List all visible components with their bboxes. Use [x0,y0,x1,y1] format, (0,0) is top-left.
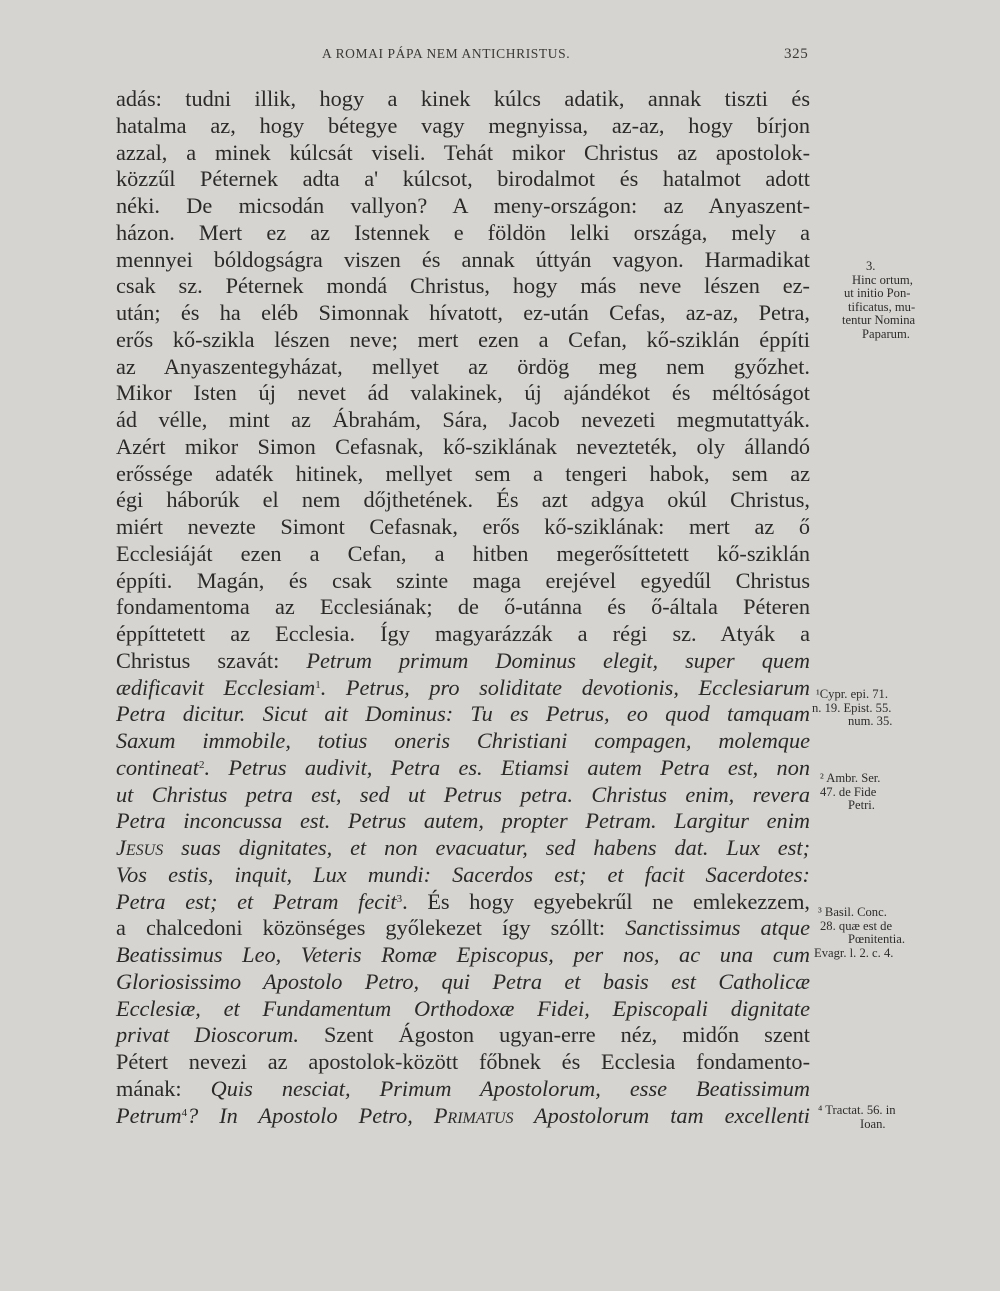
text-run: Mikor Isten új nevet ád valakinek, új ajándékot és méltóságot [116,380,810,406]
text-run: mennyei bóldogságra viszen és annak úttyán vagyon. Harmadikat [116,246,810,272]
footnote-ref: 3 [396,892,403,905]
latin-quote: privat Dioscorum. [116,1022,299,1048]
margin-line: 47. de Fide [820,784,877,799]
latin-quote: Ecclesiæ, et Fundamentum Orthodoxæ Fidei, Episcopali dignitate [116,995,810,1021]
text-run: miért nevezte Simont Cefasnak, erős kő-sziklának: mert az ő [116,514,810,539]
body-text [116,86,810,1129]
margin-line: Evagr. l. 2. c. 4. [814,945,894,960]
text-run: a chalcedoni közönséges győlekezet így szóllt: [116,915,626,941]
text-run: házon. Mert ez az Istennek e földön lelki országa, mely a [116,219,810,245]
latin-quote: Beatissimus Leo, Veteris Romæ Episcopus, per nos, ac una cum [116,942,810,967]
text-run: mának: [116,1075,211,1101]
text-run: ád vélle, mint az Ábrahám, Sára, Jacob nevezeti megmutattyák. [116,407,810,432]
text-run: csak sz. Péternek mondá Christus, hogy más neve lészen ez- [116,273,810,299]
latin-quote: Petra inconcussa est. Petrus autem, propter Petram. Largitur enim [116,808,810,834]
latin-quote: contineat [116,754,199,780]
latin-quote: Petrum [116,1102,182,1128]
text-line [116,434,810,461]
text-line [116,915,810,942]
text-run: adás: tudni illik, hogy a kinek kúlcs adatik, annak tiszti és [116,86,810,111]
text-run: éppíttetett az Ecclesia. Így magyarázzák a régi sz. Atyák a [116,621,810,646]
footnote-ref: 2 [198,758,205,771]
margin-line: tentur Nomina [842,313,916,327]
margin-line: Pœnitentia. [848,932,906,946]
margin-line: ³ Basil. Conc. [818,905,887,919]
text-line [116,1076,810,1103]
text-run: Christus szavát: [116,647,307,673]
running-head-title: A ROMAI PÁPA NEM ANTICHRISTUS. [322,46,571,61]
text-line [116,86,810,113]
margin-line: Petri. [848,798,875,812]
text-line [116,889,810,916]
text-run: . És hogy egyebekrűl ne emlekezzem, [402,888,810,914]
latin-quote: . Petrus, pro soliditate devotionis, Ecclesiarum [320,674,811,700]
text-line [116,675,810,702]
text-run: Szent Ágoston ugyan-erre néz, midőn szent [298,1022,810,1048]
text-line [116,514,810,541]
margin-line: Paparum. [862,326,910,341]
text-run: néki. De micsodán vallyon? A meny-országon: az Anyaszent- [116,193,810,218]
text-run: égi háborúk el nem dőjthetének. És azt adgya okúl Christus, [116,487,810,513]
text-line [116,140,810,167]
text-line [116,273,810,300]
text-line [116,193,810,220]
text-line [116,594,810,621]
text-line [116,728,810,755]
text-line [116,1049,810,1076]
margin-line: ut initio Pon- [844,286,911,300]
margin-note-hinc-ortum [812,260,998,341]
margin-line: Hinc ortum, [852,272,913,287]
latin-quote: suas dignitates, et non evacuatur, sed habens dat. Lux est; [163,835,810,860]
margin-line: ¹Cypr. epi. 71. [816,687,888,701]
margin-line: 3. [866,259,876,273]
text-line [116,835,810,862]
text-run: közzűl Péternek adta a' kúlcsot, birodalmot és hatalmot adott [116,166,810,192]
margin-line: 28. quæ est de [820,918,893,933]
page-number: 325 [784,46,809,62]
footnote-ref: 1 [315,678,321,691]
latin-smallcaps: Jesus [116,835,164,860]
latin-quote: Petrum primum Dominus elegit, super quem [306,647,810,673]
text-line [116,621,810,648]
text-run: Ecclesiáját ezen a Cefan, a hitben megerősíttetett kő-sziklán [116,540,810,566]
margin-line: num. 35. [848,714,893,728]
text-line [116,327,810,354]
text-run: után; és ha eléb Simonnak hívatott, ez-után Cefas, az-az, Petra, [116,300,810,325]
text-line [116,1103,810,1130]
text-line [116,996,810,1023]
latin-quote: ædificavit Ecclesiam [116,674,316,700]
latin-quote: Petra dicitur. Sicut ait Dominus: Tu es Petrus, eo quod tamquam [116,701,810,727]
text-line [116,541,810,568]
text-run: fondamentoma az Ecclesiának; de ő-utánna és ő-általa Péteren [116,594,810,620]
latin-quote: ? In Apostolo Petro, [187,1102,434,1128]
text-run: az Anyaszentegyházat, mellyet az ördög meg nem győzhet. [116,353,810,379]
latin-quote: Petra est; et Petram fecit [116,888,397,914]
text-line [116,782,810,809]
text-line [116,380,810,407]
margin-line: Ioan. [860,1116,886,1131]
latin-quote: Gloriosissimo Apostolo Petro, qui Petra et basis est Catholicæ [116,968,810,994]
text-line [116,942,810,969]
text-run: Pétert nevezi az apostolok-között főbnek és Ecclesia fondamento- [116,1049,810,1074]
latin-quote: Quis nesciat, Primum Apostolorum, esse Beatissimum [210,1075,811,1101]
text-line [116,220,810,247]
margin-note-ambr [812,772,998,813]
margin-note-tractat [812,1104,998,1131]
text-run: éppíti. Magán, és csak szinte maga erejével egyedűl Christus [116,567,810,593]
margin-line: n. 19. Epist. 55. [812,700,892,715]
text-line [116,755,810,782]
margin-line: tificatus, mu- [848,299,916,314]
text-line [116,969,810,996]
latin-quote: . Petrus audivit, Petra es. Etiamsi autem Petra est, non [204,754,810,780]
text-line [116,461,810,488]
text-line [116,407,810,434]
margin-line: ² Ambr. Ser. [820,771,881,785]
text-line [116,648,810,675]
latin-quote: Saxum immobile, totius oneris Christiani compagen, molemque [116,728,810,753]
text-line [116,247,810,274]
latin-quote: Sanctissimus atque [625,915,810,941]
text-line [116,300,810,327]
margin-note-basil [812,906,998,960]
text-line [116,701,810,728]
text-line [116,862,810,889]
text-line [116,568,810,595]
footnote-ref: 4 [181,1106,188,1119]
text-run: Azért mikor Simon Cefasnak, kő-sziklának nevezteték, oly állandó [116,433,810,459]
text-line [116,113,810,140]
latin-quote: Apostolorum tam excellenti [513,1102,810,1128]
margin-note-cypr [812,688,998,729]
latin-smallcaps: Primatus [433,1102,514,1128]
text-run: azzal, a minek kúlcsát viseli. Tehát mikor Christus az apostolok- [116,139,810,165]
text-run: hatalma az, hogy bétegye vagy megnyissa, az-az, hogy bírjon [116,112,810,138]
text-line [116,354,810,381]
text-line [116,1022,810,1049]
text-run: erőssége adaték hitinek, mellyet sem a tengeri habok, sem az [116,460,810,486]
text-line [116,487,810,514]
latin-quote: ut Christus petra est, sed ut Petrus petra. Christus enim, revera [116,781,810,807]
margin-line: ⁴ Tractat. 56. in [818,1103,896,1117]
latin-quote: Vos estis, inquit, Lux mundi: Sacerdos est; et facit Sacerdotes: [116,861,810,887]
text-line [116,166,810,193]
text-run: erős kő-szikla lészen neve; mert ezen a Cefan, kő-sziklán éppíti [116,326,810,352]
text-line [116,808,810,835]
